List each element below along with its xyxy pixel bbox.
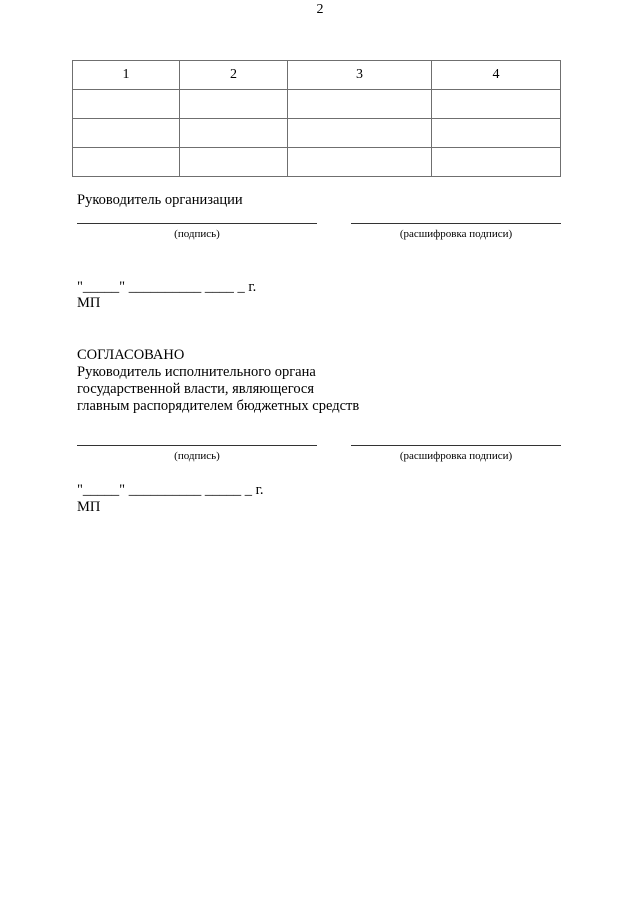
date-line[interactable]: "_____" __________ ____ _ г. [77,279,257,295]
signature-decode-line[interactable] [351,223,561,224]
table-cell[interactable] [288,90,432,119]
stamp-label: МП [77,295,101,311]
table-row [73,119,561,148]
table-cell[interactable] [288,119,432,148]
table-cell[interactable] [180,148,288,177]
signature-line[interactable] [77,445,317,446]
signature-decode-caption: (расшифровка подписи) [399,228,513,240]
table-cell[interactable] [432,90,561,119]
table-cell[interactable] [432,148,561,177]
head-of-organization-label: Руководитель организации [77,192,243,208]
table-cell[interactable] [73,119,180,148]
table-cell[interactable] [288,148,432,177]
approver-title-line-2: государственной власти, являющегося [77,381,315,397]
date-line[interactable]: "_____" __________ _____ _ г. [77,482,264,498]
table-header-cell: 2 [180,61,288,90]
table-cell[interactable] [180,119,288,148]
signature-decode-line[interactable] [351,445,561,446]
signature-line[interactable] [77,223,317,224]
signature-caption: (подпись) [174,228,220,240]
table-header-cell: 3 [288,61,432,90]
signature-caption: (подпись) [174,450,220,462]
table-cell[interactable] [73,148,180,177]
approver-title-line-1: Руководитель исполнительного органа [77,364,316,380]
table-row [73,90,561,119]
data-table [72,60,561,177]
page-number: 2 [316,2,324,17]
signature-decode-caption: (расшифровка подписи) [399,450,513,462]
table-cell[interactable] [73,90,180,119]
table-cell[interactable] [432,119,561,148]
table-cell[interactable] [180,90,288,119]
approved-label: СОГЛАСОВАНО [77,347,185,363]
table-header-cell: 1 [73,61,180,90]
table-header-row [73,61,561,90]
approver-title-line-3: главным распорядителем бюджетных средств [77,398,360,414]
stamp-label: МП [77,499,101,515]
table-header-cell: 4 [432,61,561,90]
table-row [73,148,561,177]
